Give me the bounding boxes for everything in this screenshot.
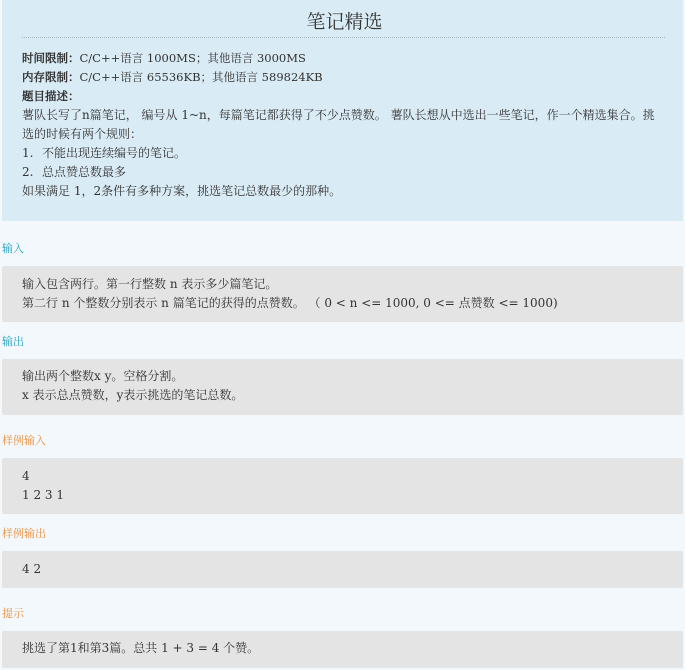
output-box xyxy=(2,359,683,415)
description-label: 题目描述： xyxy=(22,89,80,103)
sample-input-title: 样例输入 xyxy=(2,434,46,447)
hint-line: 挑选了第1和第3篇。总共 1 + 3 = 4 个赞。 xyxy=(22,641,260,655)
page-title: 笔记精选 xyxy=(306,11,383,33)
time-limit-label: 时间限制： xyxy=(22,51,80,65)
input-line: 第二行 n 个整数分别表示 n 篇笔记的获得的点赞数。 （ 0 < n <= 1000, 0 <= 点赞数 <= 1000) xyxy=(22,296,558,310)
description-text: 薯队长写了n篇笔记， 编号从 1~n，每篇笔记都获得了不少点赞数。 薯队长想从中选出一些笔记，作一个精选集合。挑选的时候有两个规则： xyxy=(22,108,655,141)
memory-limit xyxy=(22,69,323,85)
input-section-title: 输入 xyxy=(2,242,24,255)
hint-box xyxy=(2,631,683,668)
memory-limit-label: 内存限制： xyxy=(22,70,80,84)
rule-item xyxy=(22,144,186,163)
sample-output-line: 4 2 xyxy=(22,562,42,576)
sample-input-line: 1 2 3 1 xyxy=(22,488,64,502)
time-limit xyxy=(22,50,306,66)
sample-input-box xyxy=(2,458,683,514)
output-line: x 表示总点赞数，y表示挑选的笔记总数。 xyxy=(22,388,244,402)
rule-text: 总点赞总数最多 xyxy=(42,165,127,179)
input-line: 输入包含两行。第一行整数 n 表示多少篇笔记。 xyxy=(22,277,278,291)
sample-input-line: 4 xyxy=(22,469,30,483)
rule-number: 1. xyxy=(22,146,34,160)
sample-output-title: 样例输出 xyxy=(2,527,46,540)
rule-number: 2. xyxy=(22,165,34,179)
output-section-title: 输出 xyxy=(2,335,24,348)
rule-text: 不能出现连续编号的笔记。 xyxy=(42,146,187,160)
tie-rule-text: 如果满足 1，2条件有多种方案，挑选笔记总数最少的那种。 xyxy=(22,184,342,198)
input-box xyxy=(2,266,683,322)
hint-title: 提示 xyxy=(2,607,24,620)
rule-item xyxy=(22,163,126,182)
sample-output-box xyxy=(2,551,683,588)
time-limit-value: C/C++语言 1000MS；其他语言 3000MS xyxy=(79,51,306,65)
memory-limit-value: C/C++语言 65536KB；其他语言 589824KB xyxy=(79,70,323,84)
description-heading xyxy=(22,88,80,104)
problem-header xyxy=(2,0,683,221)
title-divider xyxy=(22,37,665,38)
output-line: 输出两个整数x y。空格分割。 xyxy=(22,369,184,383)
